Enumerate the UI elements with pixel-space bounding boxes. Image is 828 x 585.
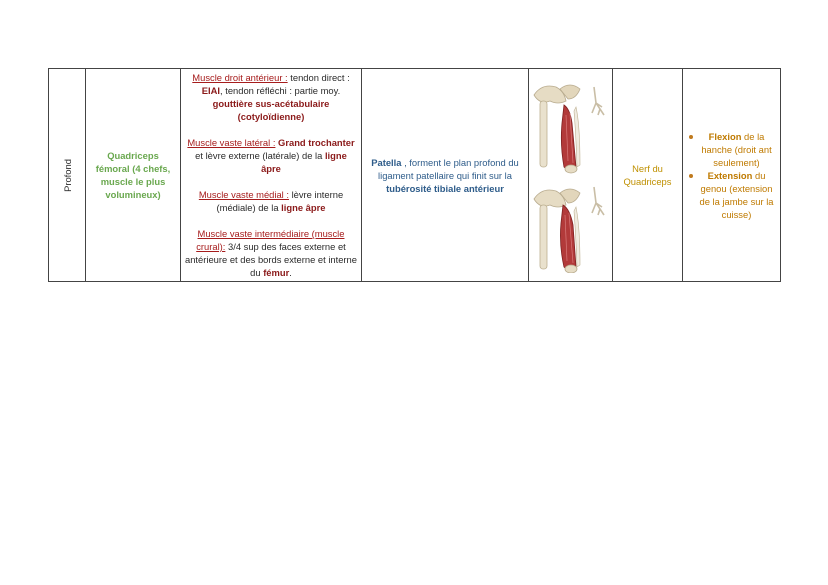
- origin-intermediaire-text-2: .: [289, 267, 292, 278]
- origin-medial-ligne: ligne âpre: [281, 202, 326, 213]
- origin-droit: [181, 71, 361, 123]
- origins-cell: [181, 69, 362, 282]
- anatomy-table: [48, 68, 781, 282]
- action-bold: Extension: [707, 169, 753, 181]
- illustration-bottom: [534, 187, 604, 273]
- action-bold: Flexion: [708, 130, 742, 142]
- bullet-icon: [689, 174, 693, 178]
- nerve-label: Nerf du Quadriceps: [623, 163, 672, 187]
- origin-droit-gouttiere: gouttière sus-acétabulaire (cotyloïdienne): [212, 98, 330, 122]
- insertion-patella: Patella: [371, 156, 402, 168]
- table-row: [49, 69, 781, 282]
- origin-intermediaire: [181, 227, 361, 279]
- origin-droit-text-1: tendon direct :: [287, 72, 350, 83]
- action-text: de la hanche (droit ant seulement): [701, 130, 772, 168]
- origin-medial-title: Muscle vaste médial :: [198, 189, 289, 200]
- pelvis-femur-muscle-illustration: [530, 75, 612, 273]
- category-cell: [49, 69, 86, 282]
- bullet-icon: [689, 135, 693, 139]
- action-text: du genou (extension de la jambe sur la cuisse): [699, 169, 774, 220]
- muscle-illustrations: [530, 75, 612, 276]
- list-item: [683, 169, 776, 221]
- origin-lateral-grand: Grand trochanter: [275, 137, 355, 148]
- origin-lateral: [181, 136, 361, 175]
- insertion-cell: [362, 69, 529, 282]
- muscle-name-cell: [86, 69, 181, 282]
- origin-medial-text: lèvre interne (médiale) de la: [216, 189, 344, 213]
- origin-intermediaire-femur: fémur: [263, 267, 290, 278]
- origin-droit-title: Muscle droit antérieur :: [192, 72, 288, 83]
- actions-cell: [683, 69, 781, 282]
- origin-intermediaire-title: Muscle vaste intermédiaire (muscle crural):: [196, 228, 345, 252]
- origin-lateral-text: et lèvre externe (latérale) de la: [195, 150, 325, 161]
- origin-droit-text-2: , tendon réfléchi : partie moy.: [220, 85, 341, 96]
- list-item: [683, 130, 776, 169]
- origin-medial: [181, 188, 361, 214]
- origin-lateral-ligne: ligne âpre: [261, 150, 347, 174]
- insertion-tuberosite: tubérosité tibiale antérieur: [386, 182, 504, 194]
- nerve-cell: [613, 69, 683, 282]
- origin-droit-eiai: EIAI: [201, 85, 221, 96]
- illustration-top: [534, 85, 604, 173]
- insertion-text: [362, 156, 528, 195]
- origin-lateral-title: Muscle vaste latéral :: [187, 137, 276, 148]
- insertion-desc: , forment le plan profond du ligament patellaire qui finit sur la: [378, 156, 519, 181]
- muscle-name: Quadriceps fémoral (4 chefs, muscle le plus volumineux): [95, 150, 171, 200]
- illustration-cell: [529, 69, 613, 282]
- origin-intermediaire-text-1: 3/4 sup des faces externe et antérieure et des bords externe et interne du: [185, 241, 357, 278]
- actions-list: [683, 130, 780, 221]
- category-label: Profond: [61, 158, 73, 192]
